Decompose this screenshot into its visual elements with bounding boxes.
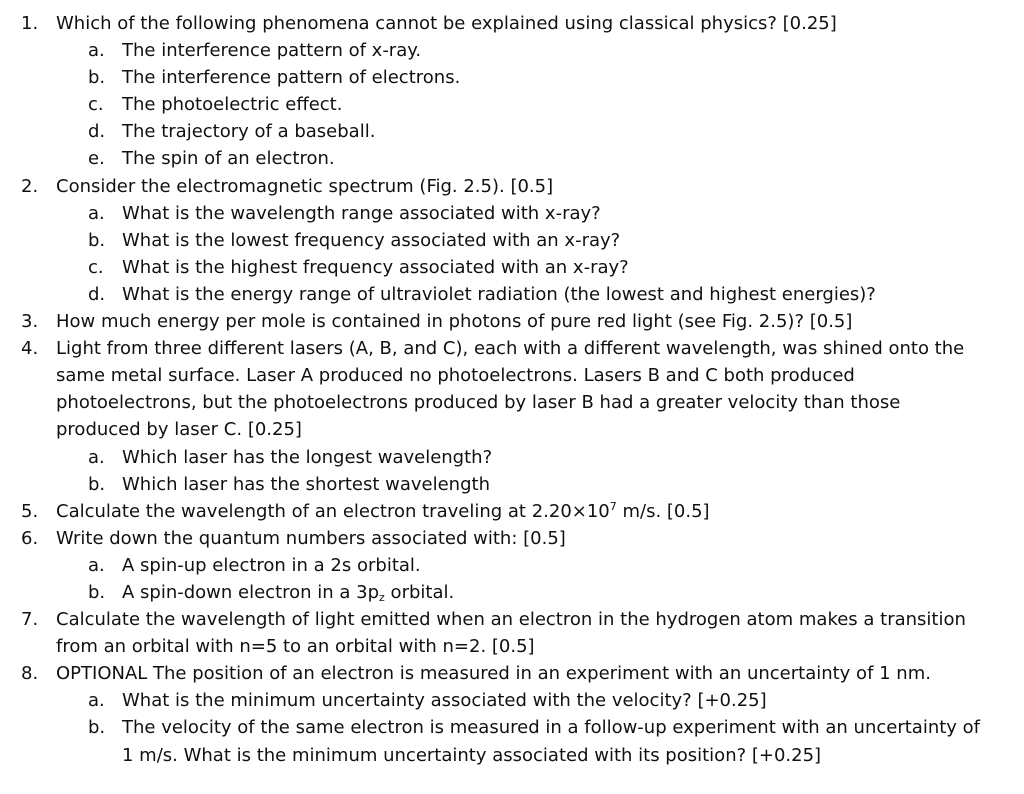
- question-5-text-before-exponent: Calculate the wavelength of an electron traveling at 2.20×10: [56, 500, 610, 522]
- option-text: [122, 579, 454, 606]
- question-8-line-1: [0, 660, 1024, 687]
- question-5-text: [56, 498, 710, 525]
- question-7-line-1: [0, 606, 1024, 633]
- question-1-option-c: [0, 91, 1024, 118]
- question-4-line-2: [0, 362, 1024, 389]
- question-1-option-b: [0, 64, 1024, 91]
- question-3-number: 3.: [21, 311, 39, 333]
- question-4-text-line: same metal surface. Laser A produced no photoelectrons. Lasers B and C both produced: [56, 365, 855, 387]
- exponent: 7: [609, 499, 617, 513]
- option-text: Which laser has the shortest wavelength: [122, 473, 490, 495]
- option-text: What is the minimum uncertainty associated with the velocity? [+0.25]: [122, 690, 767, 712]
- question-3-line-1: [0, 308, 1024, 335]
- option-text: What is the highest frequency associated with an x-ray?: [122, 256, 629, 278]
- option-letter: b.: [88, 581, 106, 603]
- question-7-text-line: Calculate the wavelength of light emitted when an electron in the hydrogen atom makes a transition: [56, 609, 966, 631]
- option-text-line: 1 m/s. What is the minimum uncertainty associated with its position? [+0.25]: [122, 744, 822, 766]
- question-1-line-1: [0, 10, 1024, 37]
- question-8-option-b-line-2: [0, 742, 1024, 769]
- question-1-option-e: [0, 145, 1024, 172]
- option-text: What is the lowest frequency associated with an x-ray?: [122, 229, 621, 251]
- option-text: What is the wavelength range associated with x-ray?: [122, 202, 601, 224]
- option-letter: b.: [88, 229, 106, 251]
- question-2-line-1: [0, 173, 1024, 200]
- option-letter: b.: [88, 67, 106, 89]
- question-4-text-line: produced by laser C. [0.25]: [56, 419, 302, 441]
- question-6-text: Write down the quantum numbers associated with: [0.5]: [56, 527, 566, 549]
- question-5-text-after-exponent: m/s. [0.5]: [616, 500, 710, 522]
- question-2-number: 2.: [21, 175, 39, 197]
- question-6-number: 6.: [21, 527, 39, 549]
- question-2-option-a: [0, 200, 1024, 227]
- question-6-option-b: [0, 579, 1024, 606]
- question-2-option-d: [0, 281, 1024, 308]
- question-6-line-1: [0, 525, 1024, 552]
- question-2-text: Consider the electromagnetic spectrum (Fig. 2.5). [0.5]: [56, 175, 554, 197]
- option-letter: a.: [88, 690, 105, 712]
- option-text-after-subscript: orbital.: [384, 581, 455, 603]
- question-6-option-a: [0, 552, 1024, 579]
- option-letter: a.: [88, 554, 105, 576]
- question-2-option-b: [0, 227, 1024, 254]
- option-text: The interference pattern of x-ray.: [122, 40, 422, 62]
- option-text: What is the energy range of ultraviolet radiation (the lowest and highest energies)?: [122, 283, 876, 305]
- question-4-line-4: [0, 416, 1024, 443]
- question-7-text-line: from an orbital with n=5 to an orbital with n=2. [0.5]: [56, 636, 535, 658]
- option-text-line: The velocity of the same electron is measured in a follow-up experiment with an uncertainty of: [122, 717, 981, 739]
- question-4-line-3: [0, 389, 1024, 416]
- question-2-option-c: [0, 254, 1024, 281]
- question-4-line-1: [0, 335, 1024, 362]
- problem-set-document: [0, 10, 1024, 769]
- question-4-text-line: photoelectrons, but the photoelectrons produced by laser B had a greater velocity than those: [56, 392, 901, 414]
- option-letter: c.: [88, 256, 104, 278]
- question-5-line-1: [0, 498, 1024, 525]
- option-text: Which laser has the longest wavelength?: [122, 446, 493, 468]
- question-3-text: How much energy per mole is contained in photons of pure red light (see Fig. 2.5)? [0.5]: [56, 311, 853, 333]
- option-letter: c.: [88, 94, 104, 116]
- question-1-option-a: [0, 37, 1024, 64]
- option-text: A spin-up electron in a 2s orbital.: [122, 554, 421, 576]
- question-8-text: OPTIONAL The position of an electron is measured in an experiment with an uncertainty of 1 nm.: [56, 663, 931, 685]
- question-5-number: 5.: [21, 500, 39, 522]
- question-7-number: 7.: [21, 609, 39, 631]
- option-text-before-subscript: A spin-down electron in a 3p: [122, 581, 380, 603]
- option-text: The interference pattern of electrons.: [122, 67, 461, 89]
- option-text: The trajectory of a baseball.: [122, 121, 376, 143]
- question-4-option-a: [0, 444, 1024, 471]
- question-4-text-line: Light from three different lasers (A, B, and C), each with a different wavelength, was shined onto the: [56, 338, 965, 360]
- question-1-number: 1.: [21, 13, 39, 34]
- option-letter: a.: [88, 446, 105, 468]
- option-text: The photoelectric effect.: [122, 94, 343, 116]
- option-letter: b.: [88, 717, 106, 739]
- option-letter: b.: [88, 473, 106, 495]
- question-8-option-b: [0, 714, 1024, 741]
- question-4-number: 4.: [21, 338, 39, 360]
- question-1-text: Which of the following phenomena cannot be explained using classical physics? [0.25]: [56, 13, 837, 34]
- subscript: z: [379, 590, 385, 604]
- question-4-option-b: [0, 471, 1024, 498]
- option-letter: e.: [88, 148, 105, 170]
- option-letter: a.: [88, 40, 105, 62]
- question-8-number: 8.: [21, 663, 39, 685]
- question-1-option-d: [0, 118, 1024, 145]
- option-letter: d.: [88, 121, 106, 143]
- question-8-option-a: [0, 687, 1024, 714]
- option-letter: d.: [88, 283, 106, 305]
- option-letter: a.: [88, 202, 105, 224]
- option-text: The spin of an electron.: [122, 148, 335, 170]
- question-7-line-2: [0, 633, 1024, 660]
